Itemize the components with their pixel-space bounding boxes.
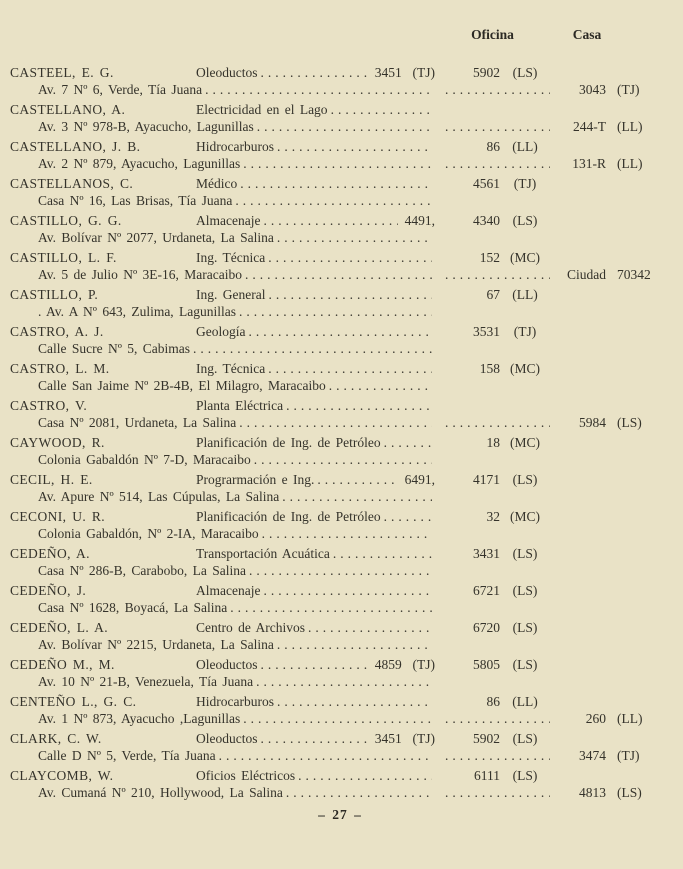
entry-occupation: Ing. Técnica xyxy=(196,250,266,265)
directory-entry xyxy=(10,508,683,542)
entry-main-line1 xyxy=(10,508,435,525)
entry-home-exchange-code: (LS) xyxy=(617,415,642,430)
dot-leader xyxy=(239,414,432,431)
entry-name: CECONI, U. R. xyxy=(10,509,106,524)
entry-line-1 xyxy=(10,138,683,155)
entry-home-exchange-code: (LS) xyxy=(617,785,642,800)
entry-office-exchange-code: (LS) xyxy=(512,472,538,487)
dot-leader xyxy=(261,64,368,81)
entry-address: Calle San Jaime Nº 2B-4B, El Milagro, Maracaibo xyxy=(38,378,326,393)
entry-home-exchange-code: (TJ) xyxy=(617,748,640,763)
entry-main-line1 xyxy=(10,397,435,414)
entry-office-exchange-code: (LL) xyxy=(512,139,538,154)
entry-main-line1 xyxy=(10,249,435,266)
entry-address: Colonia Gabaldón, Nº 2-IA, Maracaibo xyxy=(38,526,259,541)
dot-leader-office-area xyxy=(435,81,550,98)
dot-leader xyxy=(286,397,432,414)
entry-line-1 xyxy=(10,767,683,784)
entry-line-1 xyxy=(10,397,683,414)
dot-leader xyxy=(277,693,432,710)
entry-line-2 xyxy=(10,488,683,505)
entry-address: Av. 2 Nº 879, Ayacucho, Lagunillas xyxy=(38,156,241,171)
entry-main-line2 xyxy=(10,266,435,283)
entry-home-number: 244-T xyxy=(573,119,606,134)
entry-office-exchange-code: (LS) xyxy=(512,731,538,746)
dot-leader-office-area xyxy=(435,266,550,283)
entry-office-exchange-code: (LS) xyxy=(512,583,538,598)
entry-line-1 xyxy=(10,64,683,81)
entry-office-number: 86 xyxy=(486,694,500,709)
entry-name: CASTILLO, G. G. xyxy=(10,213,122,228)
directory-entry xyxy=(10,471,683,505)
entry-main-line2 xyxy=(10,747,435,764)
directory-entry xyxy=(10,619,683,653)
entry-name: CASTEEL, E. G. xyxy=(10,65,114,80)
entry-name: CASTELLANO, A. xyxy=(10,102,126,117)
entry-main-line2 xyxy=(10,340,435,357)
entry-occupation: Ing. General xyxy=(196,287,266,302)
entry-address: Av. Bolívar Nº 2077, Urdaneta, La Salina xyxy=(38,230,274,245)
entry-line-2 xyxy=(10,784,683,801)
entry-address: Av. 7 Nº 6, Verde, Tía Juana xyxy=(38,82,203,97)
dot-leader xyxy=(256,673,432,690)
directory-entry xyxy=(10,730,683,764)
entry-main-line2 xyxy=(10,81,435,98)
entry-name: CEDEÑO, J. xyxy=(10,583,87,598)
entry-main-line1 xyxy=(10,730,435,747)
entry-line-1 xyxy=(10,582,683,599)
entry-line-1 xyxy=(10,249,683,266)
entry-office-number: 6111 xyxy=(474,768,500,783)
entry-home-exchange-code: 70342 xyxy=(617,267,651,282)
entry-occupation: Oficios Eléctricos xyxy=(196,768,296,783)
entry-occupation: Electricidad en el Lago xyxy=(196,102,328,117)
dot-leader xyxy=(384,434,432,451)
entry-office-number: 3431 xyxy=(473,546,500,561)
entry-occupation: Centro de Archivos xyxy=(196,620,305,635)
entry-office-exchange-code: (LS) xyxy=(512,657,538,672)
directory-entry xyxy=(10,693,683,727)
entry-address: Av. 1 Nº 873, Ayacucho ,Lagunillas xyxy=(38,711,241,726)
entry-occupation: Médico xyxy=(196,176,238,191)
entry-line-2 xyxy=(10,155,683,172)
dot-leader-office-area xyxy=(435,784,550,801)
entry-office-number: 32 xyxy=(486,509,500,524)
entry-home-number: 260 xyxy=(585,711,606,726)
entry-main-line1 xyxy=(10,545,435,562)
entry-address: Av. 3 Nº 978-B, Ayacucho, Lagunillas xyxy=(38,119,254,134)
dot-leader xyxy=(331,101,432,118)
entry-address: Av. Bolívar Nº 2215, Urdaneta, La Salina xyxy=(38,637,274,652)
dot-leader xyxy=(277,138,432,155)
entry-occupation: Geología xyxy=(196,324,246,339)
directory-entry xyxy=(10,249,683,283)
dot-leader xyxy=(261,730,368,747)
entry-line-1 xyxy=(10,212,683,229)
dot-leader xyxy=(193,340,432,357)
entry-main-line2 xyxy=(10,303,435,320)
entry-line-1 xyxy=(10,656,683,673)
entry-line-2 xyxy=(10,414,683,431)
entry-office-number: 4171 xyxy=(473,472,500,487)
entry-office-exchange-code: (LL) xyxy=(512,694,538,709)
entry-main-line2 xyxy=(10,451,435,468)
directory-entry xyxy=(10,175,683,209)
entry-home-number: 4813 xyxy=(579,785,606,800)
entry-line-2 xyxy=(10,673,683,690)
entry-line-1 xyxy=(10,693,683,710)
entry-occupation: Oleoductos xyxy=(196,65,258,80)
entry-name: CECIL, H. E. xyxy=(10,472,93,487)
entry-line-2 xyxy=(10,81,683,98)
entry-occupation: Oleoductos xyxy=(196,731,258,746)
entry-home-exchange-code: (LL) xyxy=(617,156,643,171)
entry-office-exchange-code: (LS) xyxy=(512,768,538,783)
entry-office-exchange-code: (LL) xyxy=(512,287,538,302)
dot-leader xyxy=(239,303,432,320)
entry-home-exchange-code: (LL) xyxy=(617,711,643,726)
entry-line-2 xyxy=(10,710,683,727)
entry-address: Av. Cumaná Nº 210, Hollywood, La Salina xyxy=(38,785,283,800)
dot-leader xyxy=(243,155,432,172)
entry-line-1 xyxy=(10,286,683,303)
entry-occupation: Hidrocarburos xyxy=(196,694,274,709)
directory-entry xyxy=(10,434,683,468)
entry-office-exchange-code: (LS) xyxy=(512,213,538,228)
entry-line-1 xyxy=(10,323,683,340)
entry-line-2 xyxy=(10,377,683,394)
entry-name: CASTILLO, P. xyxy=(10,287,99,302)
entry-occupation-extra-number: 3451 (TJ) xyxy=(374,731,435,746)
entry-name: CASTELLANOS, C. xyxy=(10,176,134,191)
directory-entry xyxy=(10,397,683,431)
directory-entry xyxy=(10,286,683,320)
entry-main-line2 xyxy=(10,488,435,505)
entry-home-number: 3043 xyxy=(579,82,606,97)
entry-name: CEDEÑO, L. A. xyxy=(10,620,109,635)
entry-address: Av. 5 de Julio Nº 3E-16, Maracaibo xyxy=(38,267,243,282)
dot-leader-office-area xyxy=(435,710,550,727)
entry-name: CENTEÑO L., G. C. xyxy=(10,694,137,709)
entry-office-exchange-code: (LS) xyxy=(512,65,538,80)
entry-line-1 xyxy=(10,545,683,562)
dot-leader xyxy=(245,266,432,283)
home-column-header: Casa xyxy=(572,27,602,42)
entry-main-line1 xyxy=(10,582,435,599)
entry-occupation: Almacenaje xyxy=(196,213,261,228)
entry-main-line1 xyxy=(10,434,435,451)
entry-office-number: 5902 xyxy=(473,65,500,80)
entry-name: CAYWOOD, R. xyxy=(10,435,105,450)
entry-main-line2 xyxy=(10,673,435,690)
dot-leader xyxy=(230,599,432,616)
entry-occupation: Planta Eléctrica xyxy=(196,398,284,413)
entry-main-line2 xyxy=(10,414,435,431)
entry-line-1 xyxy=(10,730,683,747)
entry-home-exchange-code: (LL) xyxy=(617,119,643,134)
entry-office-number: 5805 xyxy=(473,657,500,672)
entry-address: Casa Nº 2081, Urdaneta, La Salina xyxy=(38,415,237,430)
entry-main-line1 xyxy=(10,286,435,303)
entry-line-2 xyxy=(10,192,683,209)
dot-leader xyxy=(286,784,432,801)
entry-office-number: 6720 xyxy=(473,620,500,635)
entry-home-number: Ciudad xyxy=(567,267,606,282)
entry-office-number: 3531 xyxy=(473,324,500,339)
page-number: – 27 – xyxy=(318,807,362,822)
entry-main-line1 xyxy=(10,101,435,118)
entry-line-2 xyxy=(10,229,683,246)
entry-office-number: 5902 xyxy=(473,731,500,746)
directory-entry xyxy=(10,138,683,172)
entry-name: CASTILLO, L. F. xyxy=(10,250,117,265)
entry-main-line1 xyxy=(10,212,435,229)
entry-line-2 xyxy=(10,303,683,320)
entry-occupation: Planificación de Ing. de Petróleo xyxy=(196,435,381,450)
entry-office-number: 4340 xyxy=(473,213,500,228)
entry-home-number: 131-R xyxy=(572,156,606,171)
dot-leader xyxy=(384,508,432,525)
dot-leader xyxy=(308,619,432,636)
dot-leader xyxy=(205,81,432,98)
entry-main-line1 xyxy=(10,175,435,192)
entry-line-2 xyxy=(10,266,683,283)
directory-entries xyxy=(10,64,683,801)
dot-leader-office-area xyxy=(435,118,550,135)
entry-main-line1 xyxy=(10,471,435,488)
entry-line-2 xyxy=(10,118,683,135)
entry-main-line1 xyxy=(10,138,435,155)
entry-main-line1 xyxy=(10,619,435,636)
entry-line-1 xyxy=(10,619,683,636)
entry-address: Av. 10 Nº 21-B, Venezuela, Tía Juana xyxy=(38,674,254,689)
entry-office-exchange-code: (MC) xyxy=(510,361,540,376)
entry-main-line1 xyxy=(10,693,435,710)
entry-name: CEDEÑO M., M. xyxy=(10,657,115,672)
entry-address: Calle Sucre Nº 5, Cabimas xyxy=(38,341,191,356)
entry-main-line2 xyxy=(10,562,435,579)
dot-leader-office-area xyxy=(435,414,550,431)
entry-main-line2 xyxy=(10,377,435,394)
entry-occupation: Oleoductos xyxy=(196,657,258,672)
entry-office-number: 18 xyxy=(486,435,500,450)
entry-office-exchange-code: (LS) xyxy=(512,620,538,635)
entry-office-number: 6721 xyxy=(473,583,500,598)
entry-line-1 xyxy=(10,175,683,192)
entry-name: CLARK, C. W. xyxy=(10,731,102,746)
dot-leader xyxy=(263,212,397,229)
dot-leader xyxy=(249,562,432,579)
entry-home-number: 3474 xyxy=(579,748,606,763)
dot-leader xyxy=(268,286,432,303)
entry-main-line1 xyxy=(10,656,435,673)
entry-office-number: 86 xyxy=(486,139,500,154)
entry-occupation-extra-number: 3451 (TJ) xyxy=(374,65,435,80)
entry-address: . Av. A Nº 643, Zulima, Lagunillas xyxy=(38,304,237,319)
entry-office-number: 4561 xyxy=(473,176,500,191)
entry-address: Calle D Nº 5, Verde, Tía Juana xyxy=(38,748,216,763)
entry-address: Casa Nº 16, Las Brisas, Tía Juana xyxy=(38,193,233,208)
entry-occupation: Prograrmación e Ing. xyxy=(196,472,315,487)
directory-entry xyxy=(10,656,683,690)
dot-leader-office-area xyxy=(435,155,550,172)
directory-entry xyxy=(10,767,683,801)
dot-leader xyxy=(249,323,433,340)
entry-main-line1 xyxy=(10,767,435,784)
entry-name: CEDEÑO, A. xyxy=(10,546,90,561)
entry-occupation-extra-number: 4859 (TJ) xyxy=(374,657,435,672)
dot-leader xyxy=(240,175,432,192)
entry-main-line2 xyxy=(10,784,435,801)
entry-line-1 xyxy=(10,471,683,488)
entry-name: CASTRO, L. M. xyxy=(10,361,110,376)
dot-leader xyxy=(329,377,432,394)
dot-leader xyxy=(277,636,432,653)
entry-office-exchange-code: (MC) xyxy=(510,435,540,450)
entry-line-1 xyxy=(10,101,683,118)
entry-office-exchange-code: (MC) xyxy=(510,250,540,265)
entry-office-exchange-code: (TJ) xyxy=(513,176,537,191)
entry-office-number: 152 xyxy=(479,250,500,265)
directory-entry xyxy=(10,101,683,135)
entry-occupation: Almacenaje xyxy=(196,583,261,598)
entry-main-line2 xyxy=(10,155,435,172)
entry-home-number: 5984 xyxy=(579,415,606,430)
dot-leader xyxy=(333,545,432,562)
entry-address: Casa Nº 1628, Boyacá, La Salina xyxy=(38,600,228,615)
dot-leader xyxy=(262,525,432,542)
entry-main-line2 xyxy=(10,525,435,542)
directory-entry xyxy=(10,582,683,616)
dot-leader xyxy=(254,451,432,468)
office-column-header: Oficina xyxy=(471,27,514,42)
entry-address: Av. Apure Nº 514, Las Cúpulas, La Salina xyxy=(38,489,280,504)
entry-main-line2 xyxy=(10,118,435,135)
entry-main-line2 xyxy=(10,636,435,653)
entry-home-exchange-code: (TJ) xyxy=(617,82,640,97)
dot-leader xyxy=(219,747,432,764)
dot-leader xyxy=(235,192,432,209)
entry-main-line1 xyxy=(10,360,435,377)
dot-leader xyxy=(257,118,432,135)
dot-leader xyxy=(263,582,432,599)
dot-leader xyxy=(277,229,432,246)
entry-main-line1 xyxy=(10,323,435,340)
entry-line-2 xyxy=(10,562,683,579)
directory-entry xyxy=(10,323,683,357)
directory-entry xyxy=(10,64,683,98)
entry-line-1 xyxy=(10,434,683,451)
entry-main-line1 xyxy=(10,64,435,81)
entry-line-2 xyxy=(10,747,683,764)
dot-leader xyxy=(268,360,432,377)
entry-occupation-extra-number: 4491, xyxy=(404,213,435,228)
entry-main-line2 xyxy=(10,229,435,246)
dot-leader-office-area xyxy=(435,747,550,764)
entry-occupation: Ing. Técnica xyxy=(196,361,266,376)
entry-name: CLAYCOMB, W. xyxy=(10,768,114,783)
entry-office-exchange-code: (MC) xyxy=(510,509,540,524)
entry-name: CASTRO, A. J. xyxy=(10,324,104,339)
entry-occupation: Planificación de Ing. de Petróleo xyxy=(196,509,381,524)
entry-line-2 xyxy=(10,451,683,468)
entry-main-line2 xyxy=(10,192,435,209)
dot-leader xyxy=(268,249,432,266)
entry-occupation: Transportación Acuática xyxy=(196,546,330,561)
column-header-row xyxy=(10,26,683,43)
entry-line-2 xyxy=(10,636,683,653)
entry-line-1 xyxy=(10,360,683,377)
entry-office-exchange-code: (LS) xyxy=(512,546,538,561)
entry-address: Casa Nº 286-B, Carabobo, La Salina xyxy=(38,563,247,578)
entry-line-2 xyxy=(10,340,683,357)
entry-name: CASTELLANO, J. B. xyxy=(10,139,141,154)
dot-leader xyxy=(261,656,368,673)
entry-office-number: 158 xyxy=(479,361,500,376)
entry-line-1 xyxy=(10,508,683,525)
directory-entry xyxy=(10,360,683,394)
dot-leader xyxy=(317,471,397,488)
entry-main-line2 xyxy=(10,599,435,616)
entry-line-2 xyxy=(10,599,683,616)
directory-entry xyxy=(10,545,683,579)
directory-entry xyxy=(10,212,683,246)
entry-name: CASTRO, V. xyxy=(10,398,88,413)
entry-occupation: Hidrocarburos xyxy=(196,139,274,154)
dot-leader xyxy=(298,767,432,784)
entry-office-number: 67 xyxy=(486,287,500,302)
dot-leader xyxy=(243,710,432,727)
entry-line-2 xyxy=(10,525,683,542)
entry-office-exchange-code: (TJ) xyxy=(513,324,537,339)
dot-leader xyxy=(282,488,432,505)
entry-address: Colonia Gabaldón Nº 7-D, Maracaibo xyxy=(38,452,251,467)
entry-occupation-extra-number: 6491, xyxy=(404,472,435,487)
entry-main-line2 xyxy=(10,710,435,727)
